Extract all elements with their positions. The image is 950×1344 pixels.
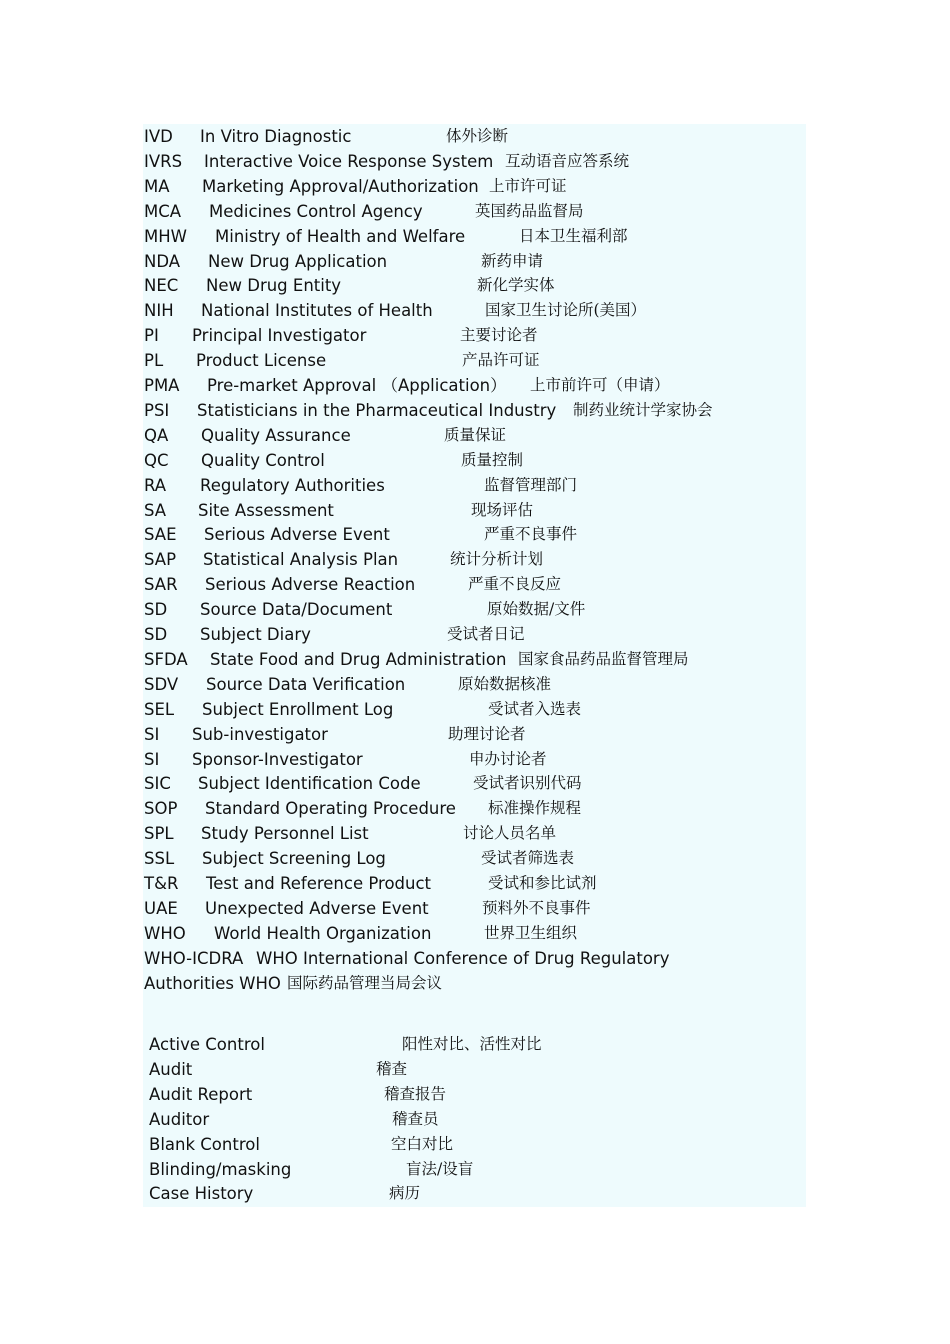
abbreviation-code: SOP [144, 799, 178, 819]
abbreviation-code: MCA [144, 201, 182, 221]
glossary-translation: 病历 [389, 1184, 421, 1203]
abbreviation-term: Source Data Verification [206, 674, 406, 694]
abbreviation-code: SA [144, 500, 167, 520]
glossary-term: Auditor [149, 1109, 210, 1129]
abbreviation-code: NEC [144, 276, 179, 296]
abbreviation-translation: 原始数据核准 [458, 674, 552, 693]
abbreviation-code: SAR [144, 575, 178, 595]
glossary-translation: 盲法/设盲 [406, 1159, 474, 1178]
glossary-translation: 稽查员 [392, 1109, 439, 1128]
abbreviation-translation: 质量控制 [461, 450, 524, 469]
abbreviation-term: Medicines Control Agency [209, 201, 423, 221]
abbreviation-term: Unexpected Adverse Event [205, 898, 429, 918]
abbreviation-translation: 申办讨论者 [469, 749, 547, 768]
abbreviation-translation: 讨论人员名单 [463, 824, 557, 843]
glossary-term: Audit [149, 1059, 193, 1079]
abbreviation-code: PSI [144, 400, 170, 420]
abbreviation-translation: 国家卫生讨论所(美国） [485, 301, 647, 320]
glossary-term: Blinding/masking [149, 1159, 292, 1179]
abbreviation-term: Pre-market Approval （Application） [207, 376, 507, 395]
abbreviation-code: SFDA [144, 649, 188, 669]
abbreviation-term: Statistical Analysis Plan [203, 550, 399, 570]
abbreviation-translation: 受试和参比试剂 [488, 874, 597, 892]
abbreviation-translation: 体外诊断 [446, 127, 509, 145]
abbreviation-term: Regulatory Authorities [200, 475, 385, 495]
abbreviation-code: SI [144, 724, 160, 744]
abbreviation-translation: 助理讨论者 [448, 724, 526, 743]
abbreviation-translation: 世界卫生组织 [484, 923, 578, 942]
abbreviation-code: WHO-ICDRA [144, 948, 244, 968]
abbreviation-code: WHO [144, 923, 186, 943]
abbreviation-translation: 受试者入选表 [488, 699, 582, 718]
abbreviation-term: Quality Assurance [201, 425, 351, 445]
abbreviation-term: Statisticians in the Pharmaceutical Industry [197, 400, 557, 420]
abbreviation-term: Subject Identification Code [198, 774, 421, 794]
abbreviation-translation: 监督管理部门 [484, 475, 578, 494]
abbreviation-term: State Food and Drug Administration [210, 649, 507, 669]
abbreviation-term: Standard Operating Procedure [205, 799, 456, 819]
abbreviation-translation: 国际药品管理当局会议 [287, 973, 443, 992]
abbreviation-term: Test and Reference Product [206, 874, 432, 893]
abbreviation-code: PL [144, 351, 164, 371]
abbreviation-translation: 制药业统计学家协会 [573, 400, 713, 419]
abbreviation-translation: 产品许可证 [462, 351, 540, 370]
abbreviation-term: Sponsor-Investigator [192, 749, 363, 769]
abbreviation-term: Sub-investigator [192, 724, 328, 744]
abbreviation-code: SEL [144, 699, 175, 719]
abbreviation-term: Interactive Voice Response System [204, 151, 494, 171]
abbreviation-translation: 严重不良事件 [484, 525, 578, 544]
abbreviation-translation: 主要讨论者 [460, 326, 538, 345]
abbreviation-code: MA [144, 176, 170, 196]
glossary-term: Audit Report [149, 1084, 253, 1104]
abbreviation-translation: 原始数据/文件 [487, 600, 586, 619]
abbreviation-code: PMA [144, 376, 180, 395]
abbreviation-code: T&R [144, 874, 179, 893]
abbreviation-code: IVRS [144, 151, 183, 171]
abbreviation-code: SD [144, 625, 168, 644]
abbreviation-term: Site Assessment [198, 500, 334, 520]
abbreviation-term: Subject Diary [200, 625, 311, 644]
abbreviation-term: Serious Adverse Event [204, 525, 390, 545]
glossary-translation: 稽查报告 [384, 1084, 447, 1103]
abbreviation-term: Study Personnel List [201, 824, 369, 844]
abbreviation-translation: 统计分析计划 [450, 550, 544, 569]
abbreviation-code: SI [144, 749, 160, 769]
abbreviation-translation: 上市前许可（申请） [530, 376, 670, 394]
abbreviation-translation: 日本卫生福利部 [519, 226, 628, 245]
abbreviation-code: SD [144, 600, 168, 620]
abbreviation-term: National Institutes of Health [201, 301, 433, 321]
abbreviation-term: New Drug Entity [206, 276, 342, 296]
abbreviation-code: SIC [144, 774, 171, 794]
abbreviation-code: SPL [144, 824, 174, 844]
abbreviation-term: Source Data/Document [200, 600, 393, 620]
abbreviation-translation: 上市许可证 [489, 176, 567, 195]
abbreviation-code: UAE [144, 898, 178, 918]
abbreviation-term: Product License [196, 351, 327, 371]
abbreviation-translation: 标准操作规程 [488, 799, 582, 818]
abbreviation-term: In Vitro Diagnostic [200, 127, 352, 146]
abbreviation-code: QC [144, 450, 169, 470]
abbreviation-code: IVD [144, 127, 173, 146]
abbreviation-term: Subject Screening Log [202, 849, 386, 869]
abbreviation-code: MHW [144, 226, 187, 246]
abbreviation-term: Quality Control [201, 450, 325, 470]
abbreviation-translation: 互动语音应答系统 [505, 151, 630, 170]
abbreviation-translation: 受试者日记 [447, 625, 525, 643]
abbreviation-code: NIH [144, 301, 174, 321]
abbreviation-code: NDA [144, 251, 181, 271]
abbreviation-code: RA [144, 475, 167, 495]
glossary-translation: 稽查 [376, 1059, 408, 1078]
abbreviation-code: SSL [144, 849, 175, 869]
abbreviation-term: Serious Adverse Reaction [205, 575, 416, 595]
abbreviation-term: Principal Investigator [192, 326, 367, 346]
abbreviation-translation: 新化学实体 [477, 276, 555, 295]
abbreviation-translation: 英国药品监督局 [475, 201, 584, 220]
abbreviation-translation: 受试者识别代码 [473, 774, 582, 793]
abbreviation-term: Marketing Approval/Authorization [202, 176, 479, 196]
abbreviation-code: SDV [144, 674, 179, 694]
glossary-term: Active Control [149, 1035, 265, 1054]
abbreviation-code: PI [144, 326, 159, 346]
abbreviation-translation: 预料外不良事件 [482, 898, 591, 917]
abbreviation-code: SAE [144, 525, 177, 545]
glossary-translation: 空白对比 [391, 1134, 454, 1153]
abbreviation-term: World Health Organization [214, 923, 432, 943]
abbreviation-translation: 现场评估 [471, 500, 534, 519]
abbreviation-term: New Drug Application [208, 251, 388, 271]
abbreviation-code: QA [144, 425, 169, 445]
abbreviation-translation: 严重不良反应 [468, 575, 562, 594]
abbreviation-translation: 受试者筛选表 [481, 849, 575, 868]
abbreviation-translation: 质量保证 [444, 425, 507, 444]
abbreviation-term-continued: Authorities WHO [144, 973, 281, 993]
abbreviation-term: WHO International Conference of Drug Regulatory [256, 948, 670, 968]
abbreviation-term: Ministry of Health and Welfare [215, 226, 466, 246]
abbreviation-term: Subject Enrollment Log [202, 699, 394, 719]
abbreviation-translation: 国家食品药品监督管理局 [518, 649, 689, 668]
glossary-term: Case History [149, 1184, 254, 1204]
abbreviation-translation: 新药申请 [481, 251, 544, 270]
glossary-term: Blank Control [149, 1134, 260, 1154]
abbreviation-code: SAP [144, 550, 177, 570]
glossary-translation: 阳性对比、活性对比 [402, 1035, 542, 1053]
